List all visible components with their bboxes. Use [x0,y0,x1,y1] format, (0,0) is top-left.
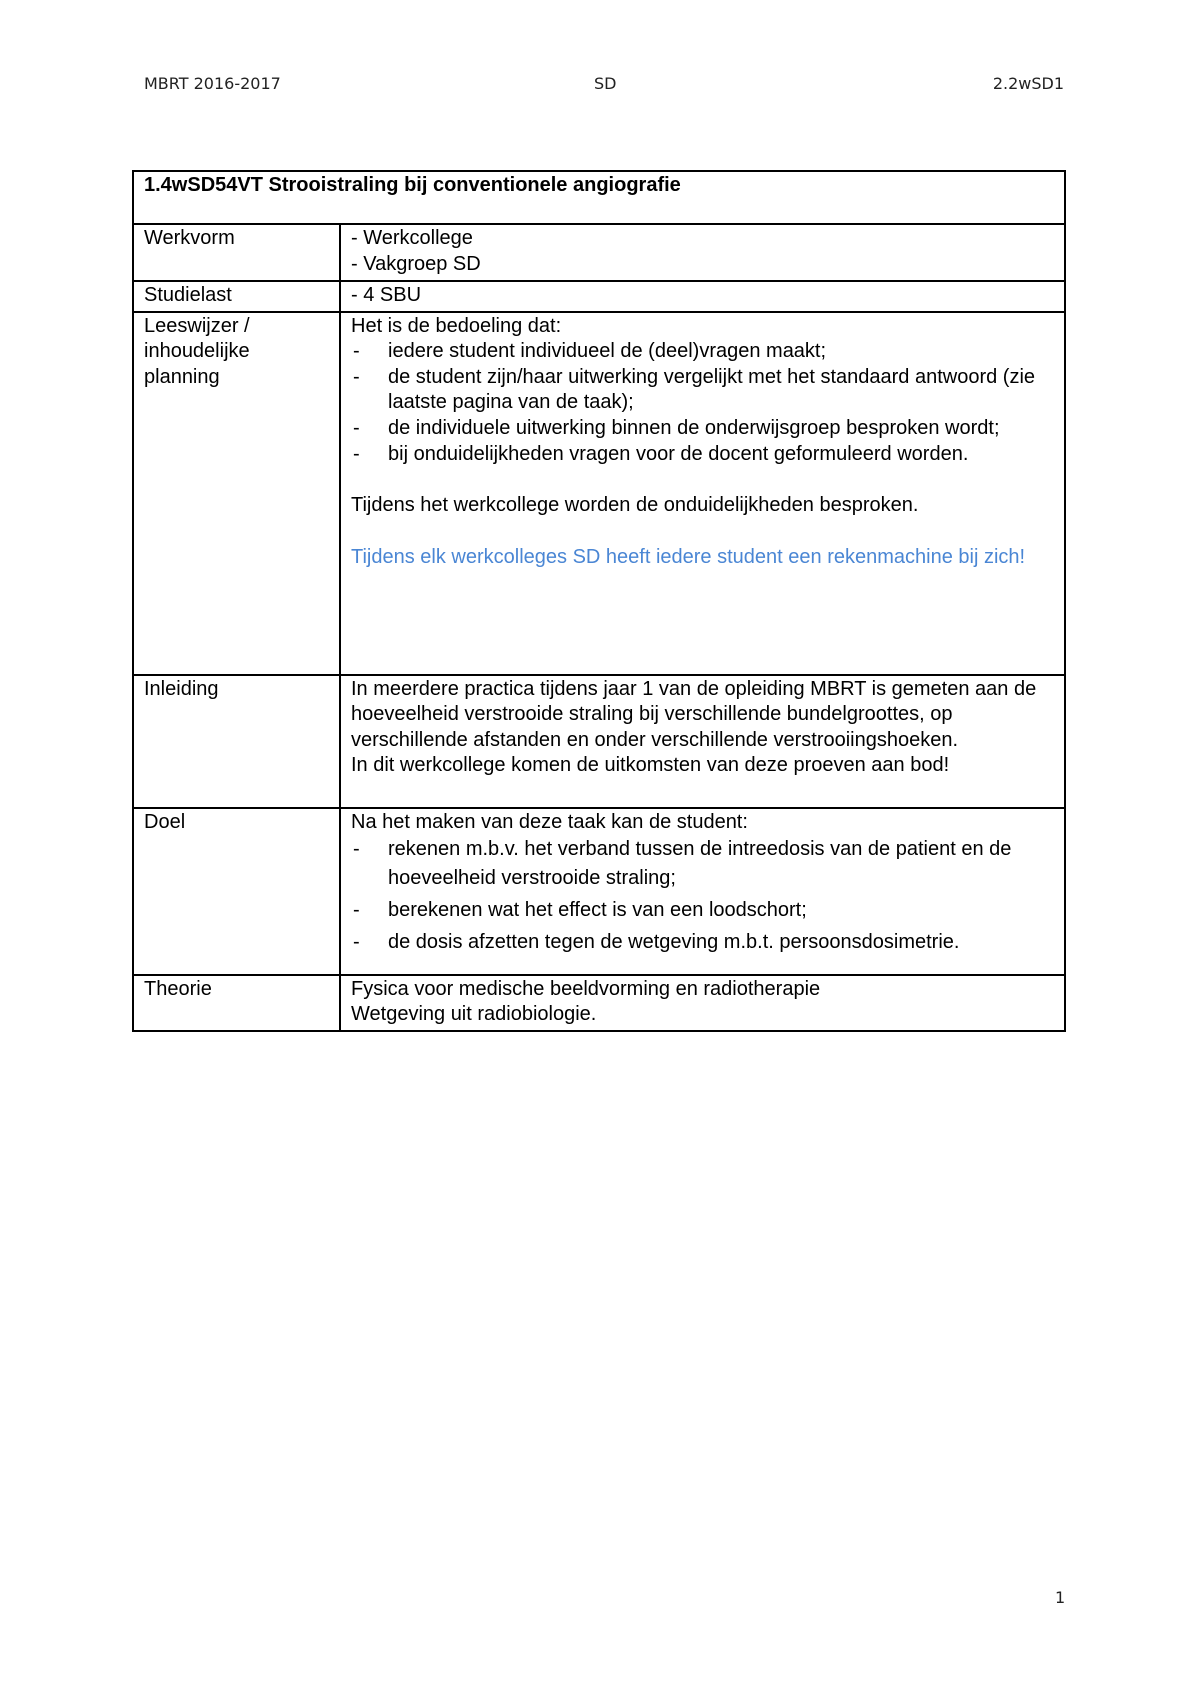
werkvorm-item: - Werkcollege [351,227,473,249]
table-title: 1.4wSD54VT Strooistraling bij conventionele angiografie [133,171,1065,224]
header-course: MBRT 2016-2017 [144,74,281,93]
theorie-label: Theorie [133,975,340,1031]
leeswijzer-label-line: Leeswijzer / [144,314,250,337]
inleiding-label: Inleiding [133,675,340,808]
theorie-content [340,975,1065,1031]
leeswijzer-content [340,312,1065,675]
list-item: - berekenen wat het effect is van een loodschort; [351,896,1054,925]
list-item: - de student zijn/haar uitwerking vergelijkt met het standaard antwoord (zie laatste pagina van de taak); [351,365,1054,416]
theorie-line: Fysica voor medische beeldvorming en radiotherapie [351,977,821,1000]
calculator-note: Tijdens elk werkcolleges SD heeft iedere student een rekenmachine bij zich! [351,545,1026,568]
leeswijzer-paragraph: Tijdens het werkcollege worden de onduidelijkheden besproken. [351,494,919,517]
header-code: 2.2wSD1 [992,74,1064,93]
header-subject: SD [594,74,617,93]
list-item: - iedere student individueel de (deel)vragen maakt; [351,339,1054,365]
werkvorm-value [340,224,1065,281]
doel-label: Doel [133,808,340,975]
doel-content [340,808,1065,975]
studielast-label: Studielast [133,281,340,312]
list-item: - bij onduidelijkheden vragen voor de docent geformuleerd worden. [351,442,1054,468]
leeswijzer-intro: Het is de bedoeling dat: [351,314,562,337]
studielast-value: - 4 SBU [340,281,1065,312]
werkvorm-item: - Vakgroep SD [351,252,481,275]
assignment-table [132,170,1066,1032]
inleiding-text: In meerdere practica tijdens jaar 1 van de opleiding MBRT is gemeten aan de hoeveelheid verstrooide straling bij verschillende bundelgroottes, op verschillende afstanden en onder verschillende verstrooiingshoeken. [351,677,1037,751]
werkvorm-label: Werkvorm [133,224,340,281]
page-number: 1 [1055,1588,1066,1607]
page-header [144,74,1064,104]
leeswijzer-label-line: inhoudelijke [144,340,250,363]
leeswijzer-list [351,339,1054,467]
leeswijzer-label-line: planning [144,365,220,388]
inleiding-content [340,675,1065,808]
list-item: - de individuele uitwerking binnen de onderwijsgroep besproken wordt; [351,416,1054,442]
theorie-line: Wetgeving uit radiobiologie. [351,1003,597,1026]
leeswijzer-label [133,312,340,675]
list-item: - de dosis afzetten tegen de wetgeving m.b.t. persoonsdosimetrie. [351,928,1054,957]
doel-list [351,835,1054,957]
list-item: - rekenen m.b.v. het verband tussen de intreedosis van de patient en de hoeveelheid verstrooide straling; [351,835,1054,893]
doel-intro: Na het maken van deze taak kan de student: [351,810,748,833]
inleiding-text: In dit werkcollege komen de uitkomsten van deze proeven aan bod! [351,754,950,777]
